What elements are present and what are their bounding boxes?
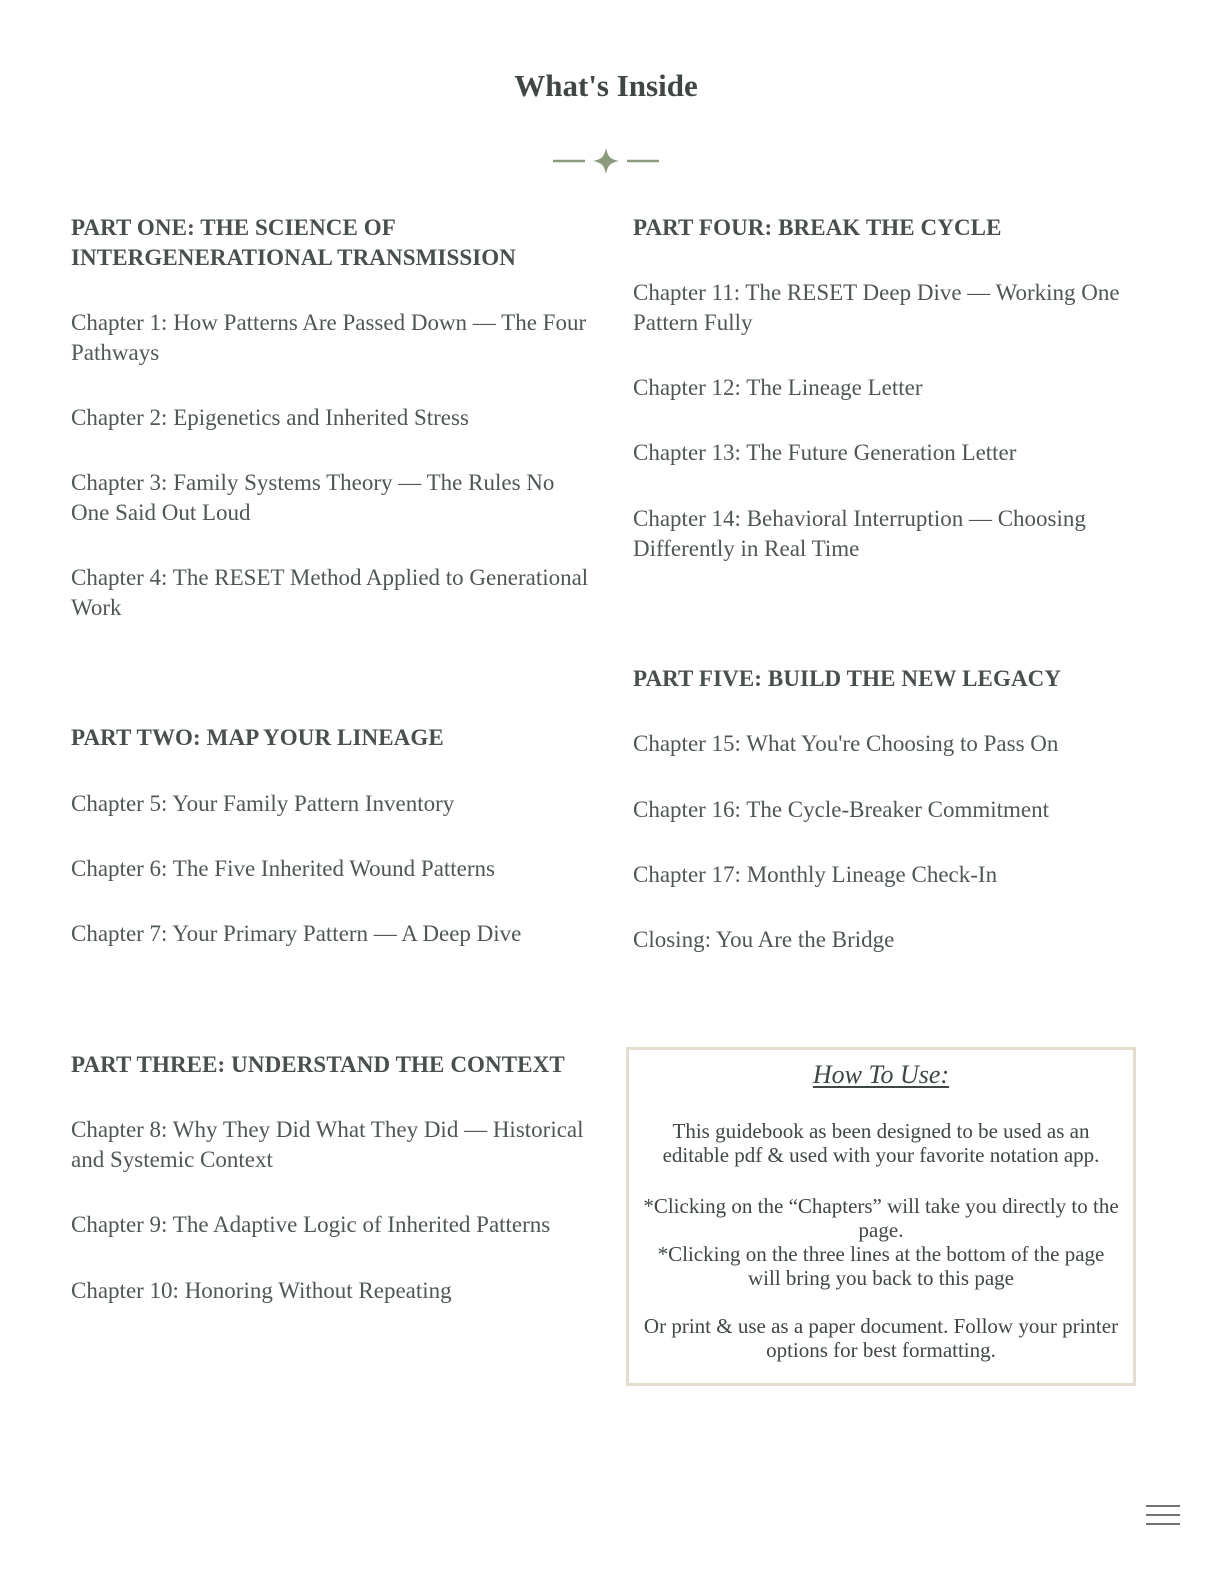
chapter-5-link[interactable]: Chapter 5: Your Family Pattern Inventory	[71, 791, 455, 816]
hamburger-menu-icon[interactable]	[1146, 1505, 1180, 1527]
chapter-1-link[interactable]: Chapter 1: How Patterns Are Passed Down — The Four Pathways	[71, 310, 587, 365]
chapter-16-link[interactable]: Chapter 16: The Cycle-Breaker Commitment	[633, 797, 1050, 822]
how-to-use-paragraph-1: This guidebook as been designed to be used as an editable pdf & used with your favorite notation app.	[662, 1119, 1100, 1167]
chapter-4-link[interactable]: Chapter 4: The RESET Method Applied to Generational Work	[71, 565, 589, 620]
chapter-13-link[interactable]: Chapter 13: The Future Generation Letter	[633, 440, 1017, 465]
menu-line-top	[1146, 1505, 1180, 1507]
how-to-use-box	[626, 1047, 1136, 1386]
chapter-14-link[interactable]: Chapter 14: Behavioral Interruption — Choosing Differently in Real Time	[633, 506, 1086, 561]
chapter-6-link[interactable]: Chapter 6: The Five Inherited Wound Patterns	[71, 856, 495, 881]
chapter-17-link[interactable]: Chapter 17: Monthly Lineage Check-In	[633, 862, 998, 887]
how-to-use-title: How To Use:	[812, 1060, 950, 1089]
part-two-heading: PART TWO: MAP YOUR LINEAGE	[71, 725, 444, 750]
how-to-use-paragraph-4: Or print & use as a paper document. Follow your printer options for best formatting.	[643, 1314, 1119, 1362]
how-to-use-paragraph-3: *Clicking on the three lines at the bottom of the page will bring you back to this page	[657, 1242, 1105, 1290]
how-to-use-paragraph-2: *Clicking on the “Chapters” will take you directly to the page.	[643, 1194, 1119, 1242]
closing-chapter-link[interactable]: Closing: You Are the Bridge	[633, 927, 895, 952]
part-one-heading: PART ONE: THE SCIENCE OF INTERGENERATIONAL TRANSMISSION	[71, 215, 517, 270]
chapter-11-link[interactable]: Chapter 11: The RESET Deep Dive — Working One Pattern Fully	[633, 280, 1120, 335]
sparkle-divider-icon	[553, 146, 659, 174]
chapter-8-link[interactable]: Chapter 8: Why They Did What They Did — Historical and Systemic Context	[71, 1117, 584, 1172]
part-five-heading: PART FIVE: BUILD THE NEW LEGACY	[633, 666, 1062, 691]
chapter-10-link[interactable]: Chapter 10: Honoring Without Repeating	[71, 1278, 452, 1303]
chapter-9-link[interactable]: Chapter 9: The Adaptive Logic of Inherited Patterns	[71, 1212, 551, 1237]
menu-line-bottom	[1146, 1523, 1180, 1525]
menu-line-middle	[1146, 1514, 1180, 1516]
chapter-12-link[interactable]: Chapter 12: The Lineage Letter	[633, 375, 923, 400]
page-title: What's Inside	[514, 68, 698, 103]
part-three-heading: PART THREE: UNDERSTAND THE CONTEXT	[71, 1052, 565, 1077]
chapter-2-link[interactable]: Chapter 2: Epigenetics and Inherited Stress	[71, 405, 469, 430]
chapter-7-link[interactable]: Chapter 7: Your Primary Pattern — A Deep Dive	[71, 921, 522, 946]
chapter-3-link[interactable]: Chapter 3: Family Systems Theory — The Rules No One Said Out Loud	[71, 470, 555, 525]
part-four-heading: PART FOUR: BREAK THE CYCLE	[633, 215, 1002, 240]
chapter-15-link[interactable]: Chapter 15: What You're Choosing to Pass On	[633, 731, 1059, 756]
